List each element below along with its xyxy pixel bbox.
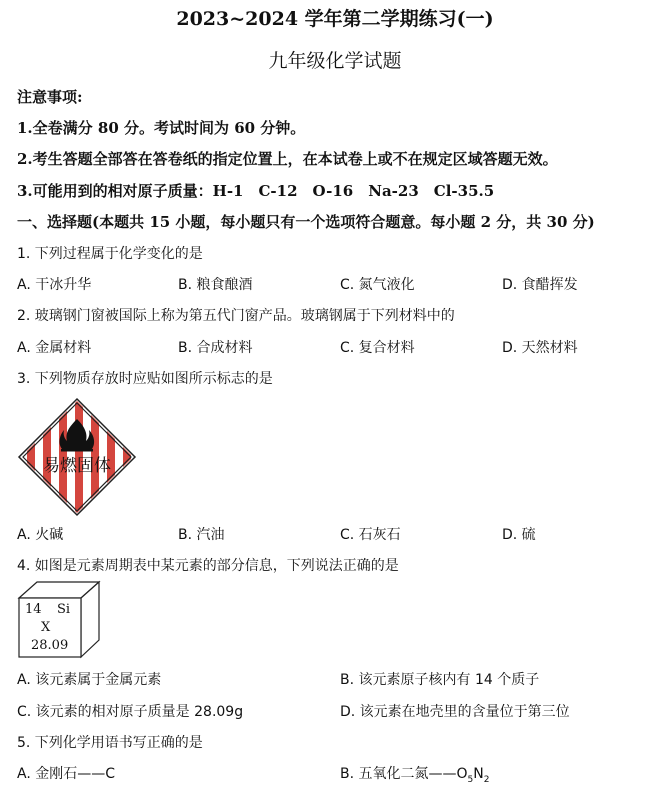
note-item-3: 3.可能用到的相对原子质量：H-1 C-12 O-16 Na-23 Cl-35.5	[17, 182, 495, 200]
formula-sub-2: 2	[483, 774, 490, 785]
exam-subtitle: 九年级化学试题	[268, 50, 402, 72]
periodic-element-cell	[17, 580, 101, 660]
question-3-option-d: D. 硫	[502, 527, 536, 543]
formula-n: N	[473, 766, 484, 782]
question-2-option-a: A. 金属材料	[17, 340, 92, 356]
question-3-option-b: B. 汽油	[178, 527, 225, 543]
question-5-option-b	[340, 763, 490, 785]
question-2-option-b: B. 合成材料	[178, 340, 253, 356]
question-1-option-d: D. 食醋挥发	[502, 277, 578, 293]
question-3-option-c: C. 石灰石	[340, 527, 401, 543]
question-2-stem: 2. 玻璃钢门窗被国际上称为第五代门窗产品。玻璃钢属于下列材料中的	[17, 308, 455, 324]
question-5-stem: 5. 下列化学用语书写正确的是	[17, 735, 203, 751]
question-4-option-c: C. 该元素的相对原子质量是 28.09g	[17, 704, 244, 720]
note-item-2: 2.考生答题全部答在答卷纸的指定位置上，在本试卷上或不在规定区域答题无效。	[17, 150, 558, 168]
section-heading: 一、选择题(本题共 15 小题，每小题只有一个选项符合题意。每小题 2 分，共 30 分)	[17, 213, 595, 231]
question-3-option-a: A. 火碱	[17, 527, 64, 543]
flammable-solid-sign	[17, 397, 137, 517]
question-4-option-b: B. 该元素原子核内有 14 个质子	[340, 672, 540, 688]
element-name: X	[41, 620, 51, 635]
question-1-option-b: B. 粮食酿酒	[178, 277, 253, 293]
sign-label: 易燃固体	[43, 456, 111, 476]
question-4-stem: 4. 如图是元素周期表中某元素的部分信息，下列说法正确的是	[17, 558, 399, 574]
formula-sub-5: 5	[467, 774, 474, 785]
exam-title: 2023~2024 学年第二学期练习(一)	[176, 8, 494, 30]
question-4-option-a: A. 该元素属于金属元素	[17, 672, 162, 688]
question-4-option-d: D. 该元素在地壳里的含量位于第三位	[340, 704, 570, 720]
question-5-option-b-label: B. 五氧化二氮——	[340, 766, 457, 782]
question-2-option-c: C. 复合材料	[340, 340, 415, 356]
question-1-stem: 1. 下列过程属于化学变化的是	[17, 246, 203, 262]
question-1-option-c: C. 氮气液化	[340, 277, 415, 293]
element-symbol: Si	[57, 602, 71, 617]
element-number: 14	[25, 602, 42, 617]
element-mass: 28.09	[31, 638, 69, 653]
question-5-option-a: A. 金刚石——C	[17, 766, 116, 782]
question-3-stem: 3. 下列物质存放时应贴如图所示标志的是	[17, 371, 273, 387]
question-1-option-a: A. 干冰升华	[17, 277, 92, 293]
question-2-option-d: D. 天然材料	[502, 340, 578, 356]
formula-o: O	[456, 766, 468, 782]
note-item-1: 1.全卷满分 80 分。考试时间为 60 分钟。	[17, 119, 306, 137]
notes-heading: 注意事项:	[17, 88, 83, 106]
